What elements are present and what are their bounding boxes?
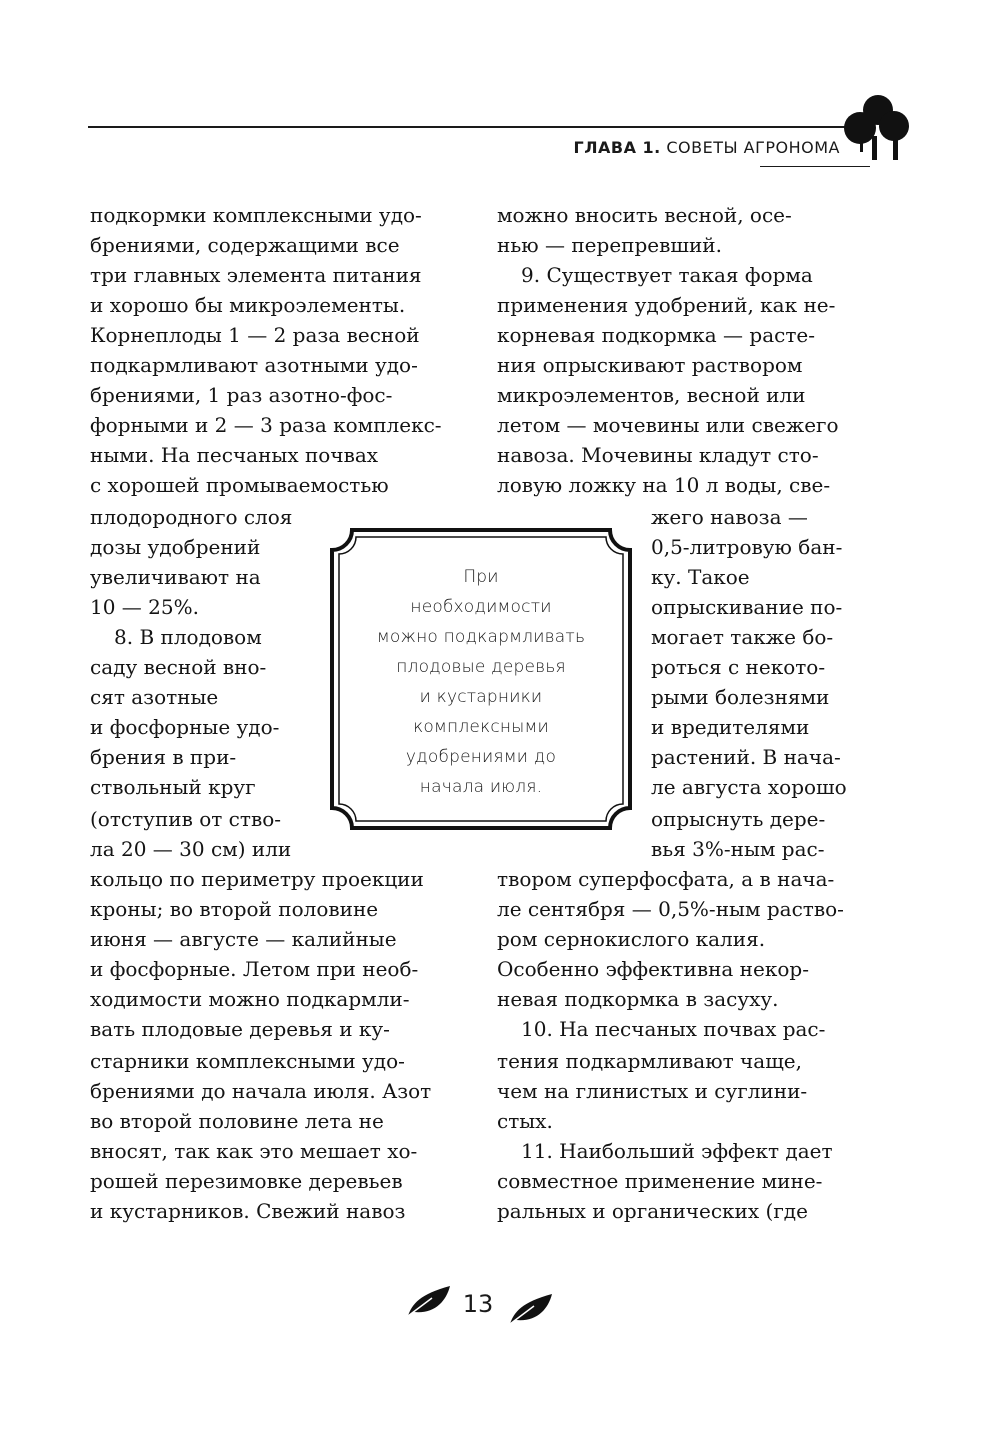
leaf-icon — [406, 1284, 452, 1318]
text-line: 9. Существует такая форма — [521, 263, 813, 287]
text-line: жего навоза — — [651, 505, 808, 529]
text-line: брениями, содержащими все — [90, 233, 400, 257]
text-line: стых. — [497, 1109, 553, 1133]
text-line: дозы удобрений — [90, 535, 261, 559]
text-line: ку. Такое — [651, 565, 750, 589]
text-line: плодородного слоя — [90, 505, 293, 529]
text-line: ными. На песчаных почвах — [90, 443, 379, 467]
text-line: рыми болезнями — [651, 685, 830, 709]
sidebar-callout — [350, 562, 612, 802]
text-line: ходимости можно подкармли- — [90, 987, 410, 1011]
sidebar-line: комплексными — [413, 717, 549, 737]
text-line: вья 3%-ным рас- — [651, 837, 825, 861]
sidebar-line: можно подкармливать — [376, 627, 586, 647]
text-line: и вредителями — [651, 715, 810, 739]
text-line: (отступив от ство- — [90, 807, 282, 831]
leaf-icon — [508, 1292, 554, 1326]
text-line: ральных и органических (где — [497, 1199, 808, 1223]
header-underline — [760, 166, 870, 167]
text-line: с хорошей промываемостью — [90, 473, 389, 497]
text-line: твором суперфосфата, а в нача- — [497, 867, 835, 891]
text-line: сят азотные — [90, 685, 219, 709]
text-line: кроны; во второй половине — [90, 897, 379, 921]
text-line: и кустарников. Свежий навоз — [90, 1199, 406, 1223]
text-line: чем на глинистых и суглини- — [497, 1079, 808, 1103]
text-line: совместное применение мине- — [497, 1169, 823, 1193]
text-line: можно вносить весной, осе- — [497, 203, 792, 227]
sidebar-line: начала июля. — [419, 777, 543, 797]
text-line: подкормки комплексными удо- — [90, 203, 422, 227]
text-line: и фосфорные удо- — [90, 715, 280, 739]
text-line: рошей перезимовке деревьев — [90, 1169, 403, 1193]
text-line: старники комплексными удо- — [90, 1049, 405, 1073]
text-line: три главных элемента питания — [90, 263, 422, 287]
text-line: тения подкармливают чаще, — [497, 1049, 802, 1073]
text-line: вносят, так как это мешает хо- — [90, 1139, 418, 1163]
text-line: ствольный круг — [90, 775, 256, 799]
text-line: опрыснуть дере- — [651, 807, 826, 831]
text-line: саду весной вно- — [90, 655, 267, 679]
text-line: во второй половине лета не — [90, 1109, 384, 1133]
sidebar-line: и кустарники — [419, 687, 543, 707]
text-line: Особенно эффективна некор- — [497, 957, 809, 981]
text-line: применения удобрений, как не- — [497, 293, 836, 317]
text-line: летом — мочевины или свежего — [497, 413, 839, 437]
text-line: ла 20 — 30 см) или — [90, 837, 292, 861]
text-line: форными и 2 — 3 раза комплекс- — [90, 413, 442, 437]
text-line: 8. В плодовом — [114, 625, 262, 649]
text-line: ловую ложку на 10 л воды, све- — [497, 473, 831, 497]
text-line: роться с некото- — [651, 655, 826, 679]
text-line: кольцо по периметру проекции — [90, 867, 424, 891]
header-rule — [88, 126, 868, 128]
text-line: 0,5-литровую бан- — [651, 535, 843, 559]
running-header — [560, 138, 840, 157]
text-line: Корнеплоды 1 — 2 раза весной — [90, 323, 420, 347]
text-line: подкармливают азотными удо- — [90, 353, 418, 377]
text-line: могает также бо- — [651, 625, 834, 649]
sidebar-line: необходимости — [410, 597, 552, 617]
text-line: увеличивают на — [90, 565, 261, 589]
text-line: и хорошо бы микроэлементы. — [90, 293, 406, 317]
text-line: опрыскивание по- — [651, 595, 843, 619]
chapter-number: ГЛАВА 1. — [573, 138, 661, 157]
page-number: 13 — [462, 1290, 494, 1318]
sidebar-line: При — [463, 567, 499, 587]
text-line: ле августа хорошо — [651, 775, 847, 799]
text-line: ния опрыскивают раствором — [497, 353, 803, 377]
chapter-title: СОВЕТЫ АГРОНОМА — [666, 138, 840, 157]
text-line: июня — августе — калийные — [90, 927, 397, 951]
text-line: растений. В нача- — [651, 745, 841, 769]
text-line: нью — перепревший. — [497, 233, 722, 257]
sidebar-line: плодовые деревья — [396, 657, 566, 677]
tree-icon — [840, 92, 912, 164]
text-line: 10. На песчаных почвах рас- — [521, 1017, 826, 1041]
text-line: навоза. Мочевины кладут сто- — [497, 443, 819, 467]
sidebar-line: удобрениями до — [405, 747, 557, 767]
text-line: 11. Наибольший эффект дает — [521, 1139, 833, 1163]
text-line: и фосфорные. Летом при необ- — [90, 957, 419, 981]
text-line: ром сернокислого калия. — [497, 927, 766, 951]
text-line: 10 — 25%. — [90, 595, 199, 619]
text-line: микроэлементов, весной или — [497, 383, 806, 407]
text-line: брения в при- — [90, 745, 237, 769]
text-line: вать плодовые деревья и ку- — [90, 1017, 390, 1041]
text-line: корневая подкормка — расте- — [497, 323, 815, 347]
text-line: ле сентября — 0,5%-ным раство- — [497, 897, 844, 921]
text-line: брениями, 1 раз азотно-фос- — [90, 383, 393, 407]
text-line: невая подкормка в засуху. — [497, 987, 779, 1011]
text-line: брениями до начала июля. Азот — [90, 1079, 432, 1103]
